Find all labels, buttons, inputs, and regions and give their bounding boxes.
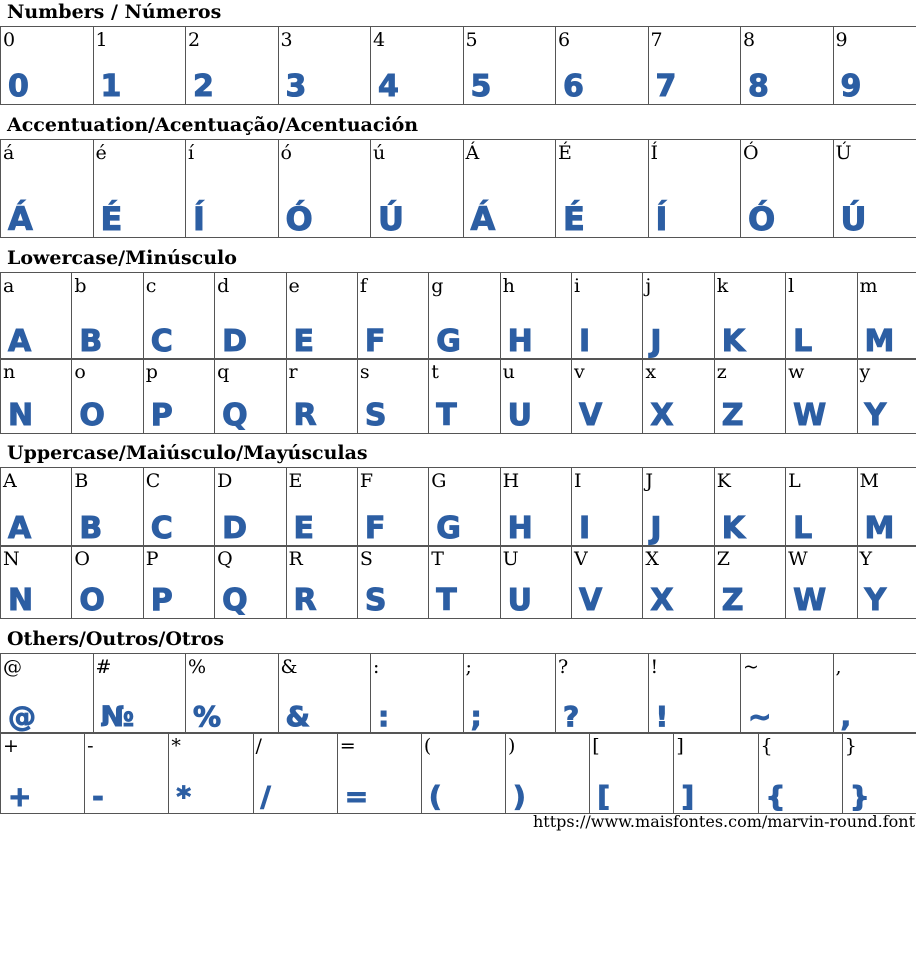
glyph-sample: 6 [563, 69, 583, 104]
glyph-cell [1, 359, 72, 434]
glyph-cell [648, 140, 741, 238]
glyph-sample: F [364, 324, 385, 359]
glyph-label: * [171, 735, 181, 757]
glyph-cell [741, 140, 834, 238]
glyph-cell [590, 733, 674, 814]
glyph-sample: É [563, 200, 584, 238]
glyph-cell [286, 273, 357, 360]
glyph-cell [93, 27, 186, 105]
glyph-cell [72, 273, 143, 360]
glyph-label: v [574, 361, 585, 383]
glyph-label: P [145, 548, 159, 570]
glyph-sample: F [364, 511, 385, 546]
glyph-table-numbers-row-1 [0, 26, 916, 105]
glyph-cell [278, 27, 371, 105]
glyph-label: & [280, 656, 298, 678]
glyph-sample: 2 [193, 69, 213, 104]
glyph-label: 9 [835, 29, 848, 51]
glyph-label: 6 [558, 29, 571, 51]
glyph-label: } [844, 735, 857, 757]
glyph-sample: B [79, 511, 102, 546]
glyph-sample: D [222, 511, 247, 546]
glyph-label: c [145, 275, 157, 297]
glyph-cell [357, 273, 428, 360]
glyph-label: g [431, 275, 444, 297]
glyph-cell [421, 733, 505, 814]
glyph-sample: ] [681, 780, 694, 813]
glyph-sample: B [79, 324, 102, 359]
glyph-sample: 3 [285, 69, 306, 104]
glyph-cell [85, 733, 169, 814]
glyph-cell [714, 359, 785, 434]
glyph-sample: Á [470, 200, 495, 238]
glyph-cell [1, 546, 72, 619]
glyph-cell [714, 468, 785, 547]
glyph-cell [648, 27, 741, 105]
glyph-label: X [645, 548, 659, 570]
glyph-label: Z [716, 548, 730, 570]
glyph-sample: : [378, 700, 389, 733]
glyph-sample: M [864, 324, 894, 359]
glyph-sample: ; [470, 700, 481, 733]
glyph-sample: R [293, 583, 316, 618]
glyph-label: 5 [465, 29, 478, 51]
glyph-sample: = [344, 780, 368, 813]
glyph-sample: E [293, 324, 313, 359]
glyph-cell [1, 468, 72, 547]
glyph-label: í [188, 142, 195, 164]
glyph-sample: E [293, 511, 313, 546]
glyph-cell [833, 27, 916, 105]
glyph-table-uppercase-row-1 [0, 467, 916, 547]
glyph-sample: O [79, 398, 104, 433]
glyph-cell [572, 546, 643, 619]
glyph-sample: U [507, 398, 531, 433]
glyph-cell [463, 140, 556, 238]
glyph-sample: [ [597, 780, 609, 813]
glyph-sample: H [507, 324, 532, 359]
glyph-label: o [74, 361, 86, 383]
glyph-label: V [574, 548, 588, 570]
glyph-sample: Í [655, 200, 667, 238]
glyph-label: Ú [835, 142, 852, 164]
glyph-cell [572, 359, 643, 434]
glyph-sample: Ú [378, 200, 403, 238]
glyph-sample: T [436, 398, 456, 433]
glyph-cell [857, 359, 916, 434]
glyph-sample: C [150, 324, 172, 359]
glyph-label: d [217, 275, 230, 297]
glyph-label: b [74, 275, 87, 297]
glyph-sample: 7 [655, 69, 676, 104]
glyph-label: { [760, 735, 773, 757]
glyph-label: U [502, 548, 519, 570]
glyph-cell [741, 654, 834, 734]
glyph-sample: ~ [748, 700, 771, 733]
glyph-label: I [574, 470, 582, 492]
glyph-label: + [3, 735, 19, 757]
glyph-cell [786, 468, 857, 547]
glyph-cell [186, 654, 279, 734]
glyph-label: 1 [95, 29, 108, 51]
glyph-cell [72, 546, 143, 619]
glyph-cell [500, 273, 571, 360]
glyph-sample: 0 [8, 69, 28, 104]
glyph-label: B [74, 470, 89, 492]
glyph-label: i [574, 275, 581, 297]
glyph-cell [786, 359, 857, 434]
glyph-cell [643, 468, 714, 547]
glyph-sample: H [507, 511, 532, 546]
glyph-sample: S [364, 398, 386, 433]
glyph-sample: { [765, 780, 785, 813]
glyph-label: D [217, 470, 233, 492]
glyph-cell [286, 359, 357, 434]
glyph-label: j [645, 275, 652, 297]
glyph-label: h [502, 275, 515, 297]
glyph-sample: C [150, 511, 172, 546]
glyph-cell [429, 273, 500, 360]
glyph-label: @ [3, 656, 22, 678]
glyph-cell [278, 140, 371, 238]
glyph-sample: U [507, 583, 531, 618]
glyph-sample: @ [8, 700, 35, 733]
glyph-label: F [359, 470, 374, 492]
glyph-label: Í [650, 142, 659, 164]
glyph-sample: J [650, 324, 661, 359]
glyph-label: ú [373, 142, 386, 164]
glyph-sample: L [793, 511, 812, 546]
glyph-cell [643, 273, 714, 360]
glyph-label: ~ [743, 656, 759, 678]
glyph-label: R [288, 548, 303, 570]
glyph-cell [643, 546, 714, 619]
glyph-sample: R [293, 398, 316, 433]
glyph-cell [429, 468, 500, 547]
glyph-cell [1, 140, 94, 238]
glyph-cell [186, 140, 279, 238]
glyph-cell [833, 654, 916, 734]
glyph-label: ( [423, 735, 432, 757]
glyph-label: C [145, 470, 161, 492]
glyph-sample: W [793, 583, 826, 618]
glyph-label: [ [592, 735, 600, 757]
glyph-label: l [788, 275, 795, 297]
glyph-cell [169, 733, 253, 814]
glyph-cell [143, 468, 214, 547]
glyph-cell [674, 733, 758, 814]
glyph-sample: P [150, 398, 172, 433]
glyph-sample: Q [222, 583, 247, 618]
glyph-cell [1, 273, 72, 360]
glyph-sample: ! [655, 700, 668, 733]
glyph-cell [833, 140, 916, 238]
glyph-sample: W [793, 398, 826, 433]
glyph-label: Á [465, 142, 480, 164]
glyph-cell [1, 654, 94, 734]
glyph-label: e [288, 275, 300, 297]
glyph-sample: 1 [100, 69, 121, 104]
glyph-sample: S [364, 583, 386, 618]
glyph-sample: K [721, 511, 744, 546]
glyph-label: a [3, 275, 15, 297]
glyph-sample: 8 [748, 69, 768, 104]
glyph-cell [429, 546, 500, 619]
glyph-sample: N [8, 583, 33, 618]
glyph-sample: L [793, 324, 812, 359]
glyph-cell [786, 273, 857, 360]
glyph-label: ) [508, 735, 516, 757]
glyph-label: r [288, 361, 298, 383]
glyph-label: T [431, 548, 444, 570]
glyph-label: é [95, 142, 107, 164]
glyph-label: A [3, 470, 17, 492]
glyph-cell [500, 546, 571, 619]
glyph-sample: M [864, 511, 894, 546]
glyph-sample: K [721, 324, 744, 359]
glyph-table-others-row-2 [0, 732, 916, 814]
glyph-sample: } [849, 780, 869, 813]
glyph-cell [357, 468, 428, 547]
glyph-cell [741, 27, 834, 105]
glyph-sample: Á [8, 200, 32, 238]
glyph-label: # [95, 656, 112, 678]
glyph-cell [842, 733, 916, 814]
glyph-label: N [3, 548, 20, 570]
glyph-sample: V [579, 398, 602, 433]
glyph-label: k [716, 275, 729, 297]
glyph-cell [337, 733, 421, 814]
glyph-cell [93, 654, 186, 734]
glyph-table-lowercase-row-2 [0, 358, 916, 434]
glyph-sample: 4 [378, 69, 398, 104]
glyph-sample: Y [864, 398, 886, 433]
glyph-cell [506, 733, 590, 814]
glyph-label: G [431, 470, 447, 492]
glyph-label: Y [859, 548, 873, 570]
glyph-label: f [359, 275, 367, 297]
glyph-sample: É [100, 200, 122, 238]
glyph-label: % [188, 656, 207, 678]
glyph-cell [357, 546, 428, 619]
glyph-label: 8 [743, 29, 756, 51]
glyph-label: - [87, 735, 94, 757]
glyph-table-lowercase-row-1 [0, 272, 916, 360]
glyph-label: 0 [3, 29, 16, 51]
glyph-cell [143, 359, 214, 434]
glyph-sample: , [840, 700, 851, 733]
glyph-cell [72, 359, 143, 434]
glyph-label: x [645, 361, 657, 383]
glyph-sample: № [100, 700, 134, 733]
glyph-cell [371, 140, 464, 238]
glyph-label: K [716, 470, 731, 492]
glyph-cell [463, 27, 556, 105]
glyph-label: u [502, 361, 515, 383]
glyph-label: z [716, 361, 727, 383]
glyph-cell [215, 359, 286, 434]
glyph-cell [143, 273, 214, 360]
glyph-sample: N [8, 398, 33, 433]
glyph-label: Ó [743, 142, 759, 164]
glyph-sample: Ó [748, 200, 775, 238]
glyph-label: Q [217, 548, 233, 570]
section-title-others: Others/Outros/Otros [7, 628, 225, 650]
glyph-cell [556, 654, 649, 734]
glyph-cell [357, 359, 428, 434]
glyph-label: ; [465, 656, 472, 678]
glyph-cell [500, 359, 571, 434]
glyph-label: E [288, 470, 303, 492]
glyph-sample: Q [222, 398, 247, 433]
glyph-sample: T [436, 583, 456, 618]
glyph-sample: G [436, 324, 460, 359]
glyph-label: q [217, 361, 230, 383]
glyph-sample: I [579, 324, 590, 359]
glyph-sample: ? [563, 700, 579, 733]
glyph-cell [857, 546, 916, 619]
glyph-cell [648, 654, 741, 734]
glyph-label: s [359, 361, 370, 383]
section-title-uppercase: Uppercase/Maiúsculo/Mayúsculas [7, 442, 368, 464]
glyph-label: , [835, 656, 842, 678]
glyph-cell [556, 27, 649, 105]
glyph-label: J [645, 470, 653, 492]
glyph-cell [758, 733, 842, 814]
glyph-sample: P [150, 583, 172, 618]
glyph-cell [371, 27, 464, 105]
glyph-label: S [359, 548, 373, 570]
glyph-cell [72, 468, 143, 547]
glyph-sample: * [176, 780, 190, 813]
glyph-cell [1, 27, 94, 105]
glyph-sample: Ó [285, 200, 312, 238]
glyph-label: ? [558, 656, 569, 678]
glyph-sample: X [650, 583, 673, 618]
glyph-label: w [788, 361, 805, 383]
glyph-label: = [339, 735, 356, 757]
glyph-label: n [3, 361, 16, 383]
glyph-label: O [74, 548, 90, 570]
glyph-cell [215, 546, 286, 619]
glyph-sample: G [436, 511, 460, 546]
glyph-cell [253, 733, 337, 814]
glyph-sample: - [92, 780, 103, 813]
glyph-cell [643, 359, 714, 434]
glyph-label: á [3, 142, 15, 164]
glyph-sample: J [650, 511, 661, 546]
glyph-sample: 5 [470, 69, 491, 104]
section-title-lowercase: Lowercase/Minúsculo [7, 247, 237, 269]
glyph-label: ] [676, 735, 684, 757]
glyph-label: p [145, 361, 158, 383]
glyph-cell [463, 654, 556, 734]
glyph-cell [556, 140, 649, 238]
glyph-label: 3 [280, 29, 293, 51]
glyph-cell [572, 273, 643, 360]
glyph-cell [286, 468, 357, 547]
glyph-label: H [502, 470, 520, 492]
glyph-label: 7 [650, 29, 663, 51]
glyph-sample: Ú [840, 200, 866, 238]
glyph-cell [500, 468, 571, 547]
glyph-label: É [558, 142, 572, 164]
glyph-sample: Y [864, 583, 886, 618]
glyph-sample: I [579, 511, 590, 546]
glyph-sample: + [8, 780, 31, 813]
glyph-sample: % [193, 700, 221, 733]
glyph-cell [572, 468, 643, 547]
glyph-cell [857, 468, 916, 547]
glyph-table-uppercase-row-2 [0, 545, 916, 619]
glyph-cell [857, 273, 916, 360]
glyph-label: t [431, 361, 439, 383]
glyph-sample: A [8, 324, 31, 359]
glyph-label: ! [650, 656, 659, 678]
glyph-sample: ) [513, 780, 525, 813]
glyph-cell [215, 273, 286, 360]
glyph-sample: O [79, 583, 104, 618]
glyph-cell [186, 27, 279, 105]
glyph-sample: Í [193, 200, 204, 238]
glyph-cell [429, 359, 500, 434]
section-title-accentuation: Accentuation/Acentuação/Acentuación [7, 114, 419, 136]
glyph-sample: ( [428, 780, 441, 813]
glyph-cell [143, 546, 214, 619]
glyph-label: / [255, 735, 262, 757]
glyph-cell [1, 733, 85, 814]
glyph-sample: 9 [840, 69, 861, 104]
glyph-label: M [859, 470, 879, 492]
glyph-sample: V [579, 583, 602, 618]
glyph-sample: Z [721, 583, 743, 618]
glyph-sample: Z [721, 398, 743, 433]
glyph-sample: A [8, 511, 31, 546]
glyph-cell [286, 546, 357, 619]
glyph-label: m [859, 275, 878, 297]
glyph-cell [371, 654, 464, 734]
section-title-numbers: Numbers / Números [7, 1, 222, 23]
glyph-label: 2 [188, 29, 201, 51]
glyph-label: 4 [373, 29, 386, 51]
glyph-table-accentuation-row-1 [0, 139, 916, 238]
glyph-sample: D [222, 324, 247, 359]
glyph-cell [714, 273, 785, 360]
glyph-cell [786, 546, 857, 619]
glyph-label: y [859, 361, 871, 383]
glyph-sample: / [260, 780, 270, 813]
glyph-table-others-row-1 [0, 653, 916, 734]
glyph-label: L [788, 470, 801, 492]
glyph-sample: X [650, 398, 673, 433]
glyph-cell [278, 654, 371, 734]
glyph-label: W [788, 548, 808, 570]
glyph-cell [215, 468, 286, 547]
glyph-label: ó [280, 142, 292, 164]
glyph-cell [93, 140, 186, 238]
glyph-label: : [373, 656, 380, 678]
glyph-cell [714, 546, 785, 619]
source-url[interactable]: https://www.maisfontes.com/marvin-round.font [532, 812, 915, 831]
glyph-sample: & [285, 700, 309, 733]
